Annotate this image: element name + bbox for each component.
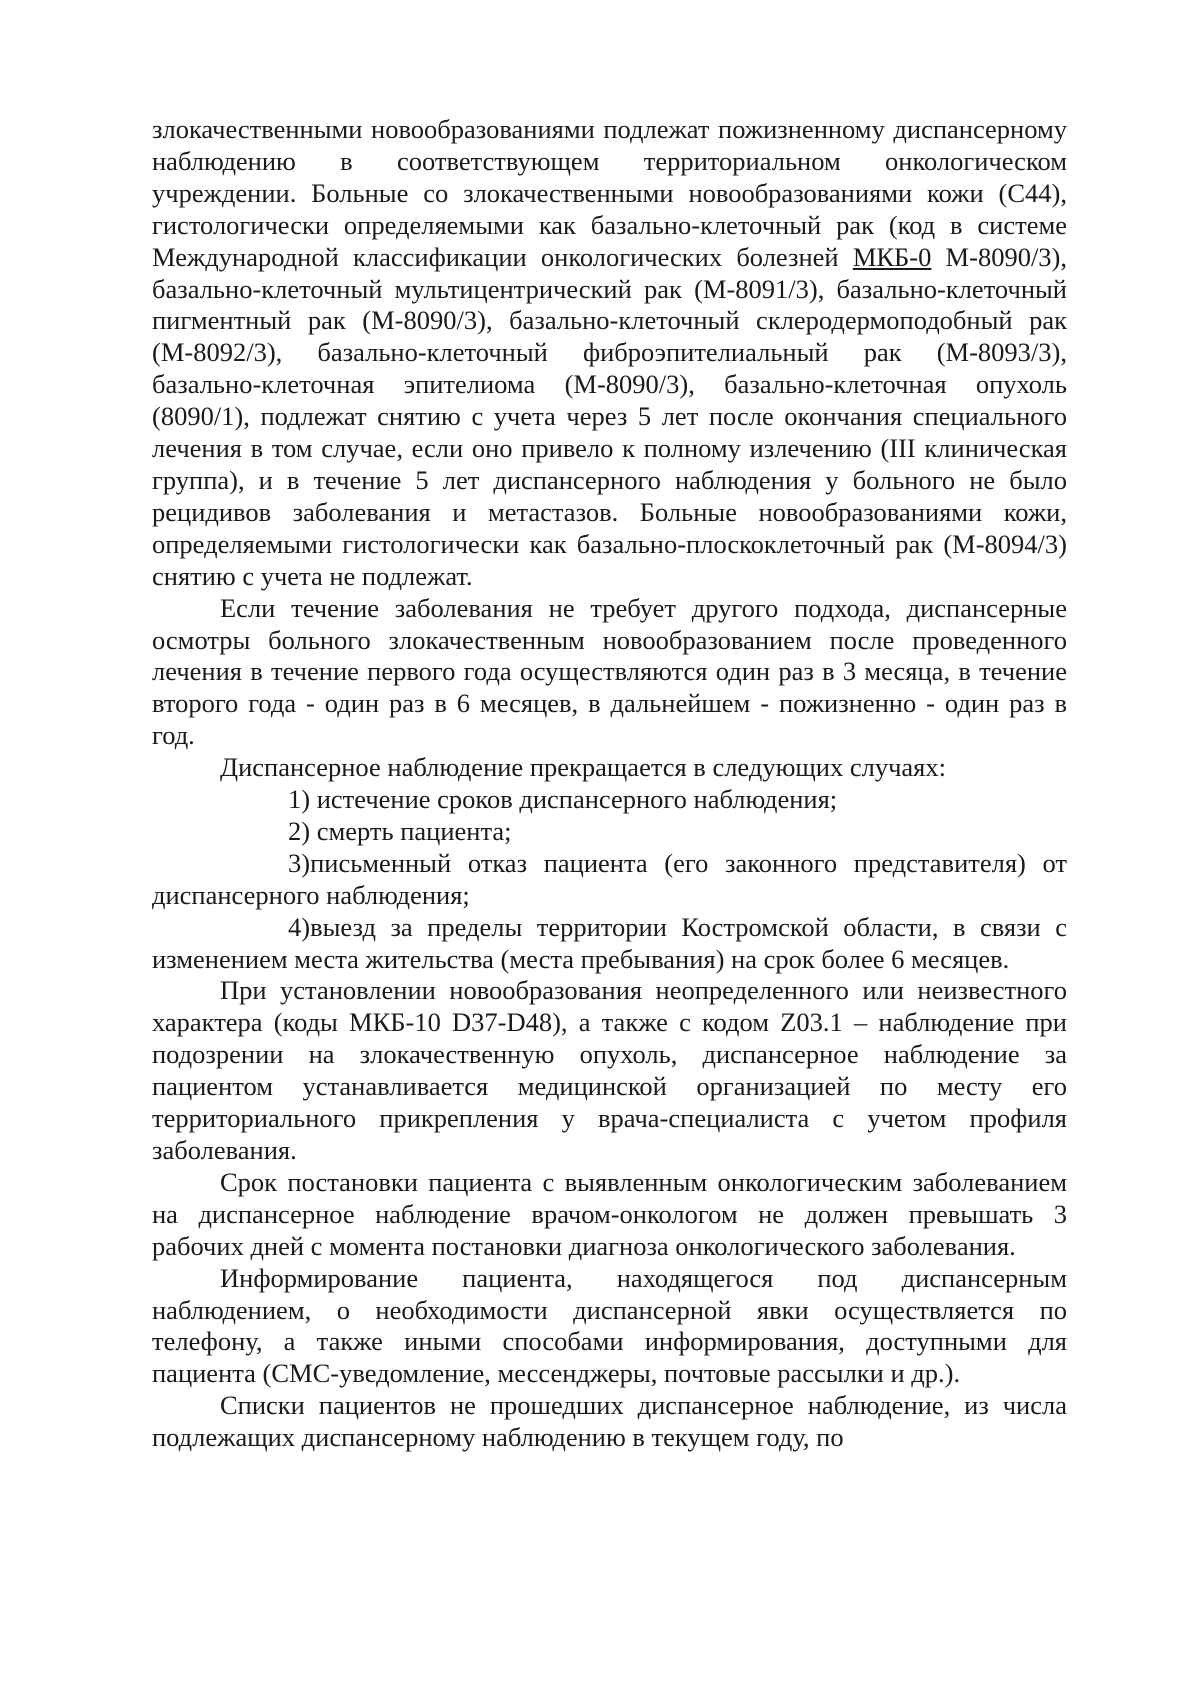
list-item-text: смерть пациента; — [316, 815, 512, 846]
paragraph-1-part-b: М-8090/3), базально-клеточный мультицентрический рак (М-8091/3), базально-клеточный пигментный рак (М-8090/3), базально-клеточный склеродермоподобный рак (М-8092/3), базально-клеточный фиброэпителиальный рак (М-8093/3), базально-клеточная эпителиома (М-8090/3), базально-клеточная опухоль (8090/1), подлежат снятию с учета через 5 лет после окончания специального лечения в том случае, если оно привело к полному излечению (III клиническая группа), и в течение 5 лет диспансерного наблюдения у больного не было рецидивов заболевания и метастазов. Больные новообразованиями кожи, определяемыми гистологически как базально-плоскоклеточный рак (М-8094/3) снятию с учета не подлежат. — [152, 241, 1067, 591]
paragraph-6: Информирование пациента, находящегося под диспансерным наблюдением, о необходимости диспансерной явки осуществляется по телефону, а также иными способами информирования, доступными для пациента (СМС-уведомление, мессенджеры, почтовые рассылки и др.). — [152, 1262, 1067, 1389]
list-item-2 — [152, 816, 1067, 848]
list-item-4 — [152, 912, 1067, 976]
paragraph-1 — [152, 114, 1067, 593]
list-item-number: 1) — [288, 784, 311, 815]
paragraph-1-part-a: злокачественными новообразованиями подлежат пожизненному диспансерному наблюдению в соответствующем территориальном онкологическом учреждении. Больные со злокачественными новообразованиями кожи (С44), гистологически определяемыми как базально-клеточный рак (код в системе Международной классификации онкологических болезней — [152, 114, 1067, 272]
document-body — [152, 114, 1067, 1454]
icd-o-abbreviation: МКБ-0 — [852, 241, 932, 272]
list-item-number: 4) — [288, 911, 311, 942]
list-item-1 — [152, 784, 1067, 816]
list-item-text: письменный отказ пациента (его законного представителя) от диспансерного наблюдения; — [152, 847, 1067, 910]
paragraph-7: Списки пациентов не прошедших диспансерное наблюдение, из числа подлежащих диспансерному наблюдению в текущем году, по — [152, 1390, 1067, 1453]
paragraph-2: Если течение заболевания не требует другого подхода, диспансерные осмотры больного злокачественным новообразованием после проведенного лечения в течение первого года осуществляются один раз в 3 месяца, в течение второго года - один раз в 6 месяцев, в дальнейшем - пожизненно - один раз в год. — [152, 592, 1067, 751]
paragraph-3: Диспансерное наблюдение прекращается в следующих случаях: — [220, 752, 946, 783]
list-item-number: 3) — [288, 847, 311, 878]
list-item-text: истечение сроков диспансерного наблюдения; — [316, 784, 838, 815]
list-item-3 — [152, 848, 1067, 912]
paragraph-4: При установлении новообразования неопределенного или неизвестного характера (коды МКБ-10 D37-D48), а также с кодом Z03.1 – наблюдение при подозрении на злокачественную опухоль, диспансерное наблюдение за пациентом устанавливается медицинской организацией по месту его территориального прикрепления у врача-специалиста с учетом профиля заболевания. — [152, 975, 1067, 1165]
list-item-number: 2) — [288, 815, 311, 846]
list-item-text: выезд за пределы территории Костромской области, в связи с изменением места жительства (места пребывания) на срок более 6 месяцев. — [152, 911, 1067, 974]
paragraph-5: Срок постановки пациента с выявленным онкологическим заболеванием на диспансерное наблюдение врачом-онкологом не должен превышать 3 рабочих дней с момента постановки диагноза онкологического заболевания. — [152, 1166, 1067, 1261]
